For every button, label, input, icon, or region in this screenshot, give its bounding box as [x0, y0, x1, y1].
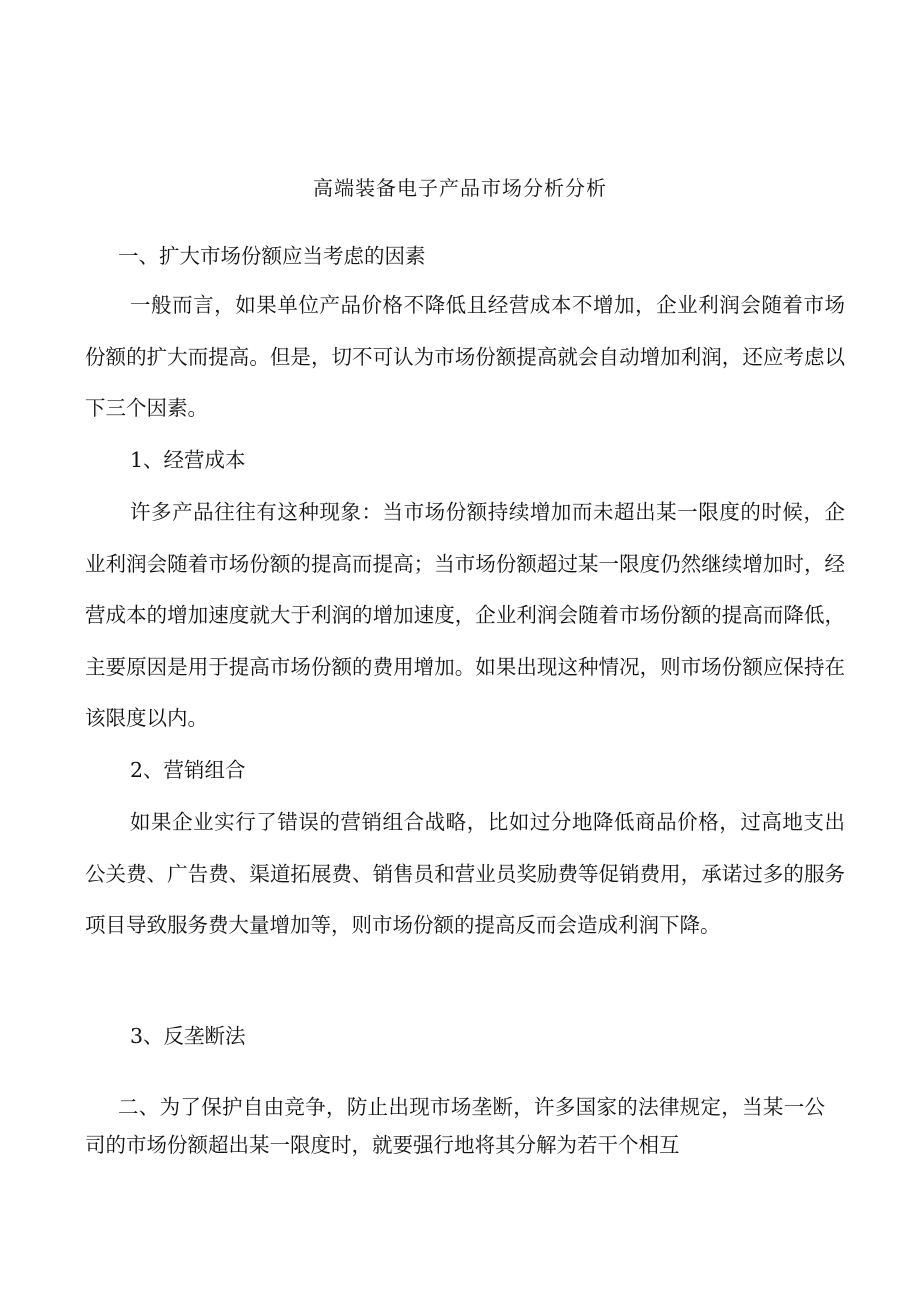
- section-heading-1: 一、扩大市场份额应当考虑的因素: [118, 244, 426, 268]
- section-paragraph-2: 二、为了保护自由竞争，防止出现市场垄断，许多国家的法律规定，当某一公司的市场份额超出某一限度时，就要强行地将其分解为若干个相互: [85, 1095, 825, 1157]
- intro-paragraph: 一般而言，如果单位产品价格不降低且经营成本不增加，企业利润会随着市场份额的扩大而提高。但是，切不可认为市场份额提高就会自动增加利润，还应考虑以下三个因素。: [85, 293, 845, 420]
- item-heading-3: 3、反垄断法: [130, 1024, 246, 1048]
- item-paragraph-1: 许多产品往往有这种现象：当市场份额持续增加而未超出某一限度的时候，企业利润会随着市场份额的提高而提高；当市场份额超过某一限度仍然继续增加时，经营成本的增加速度就大于利润的增加速度，企业利润会随着市场份额的提高而降低，主要原因是用于提高市场份额的费用增加。如果出现这种情况，则市场份额应保持在该限度以内。: [85, 500, 845, 730]
- item-paragraph-2: 如果企业实行了错误的营销组合战略，比如过分地降低商品价格，过高地支出公关费、广告费、渠道拓展费、销售员和营业员奖励费等促销费用，承诺过多的服务项目导致服务费大量增加等，则市场份额的提高反而会造成利润下降。: [85, 810, 845, 937]
- document-title: 高端装备电子产品市场分析分析: [313, 176, 607, 200]
- item-heading-1: 1、经营成本: [130, 448, 246, 472]
- item-heading-2: 2、营销组合: [130, 758, 246, 782]
